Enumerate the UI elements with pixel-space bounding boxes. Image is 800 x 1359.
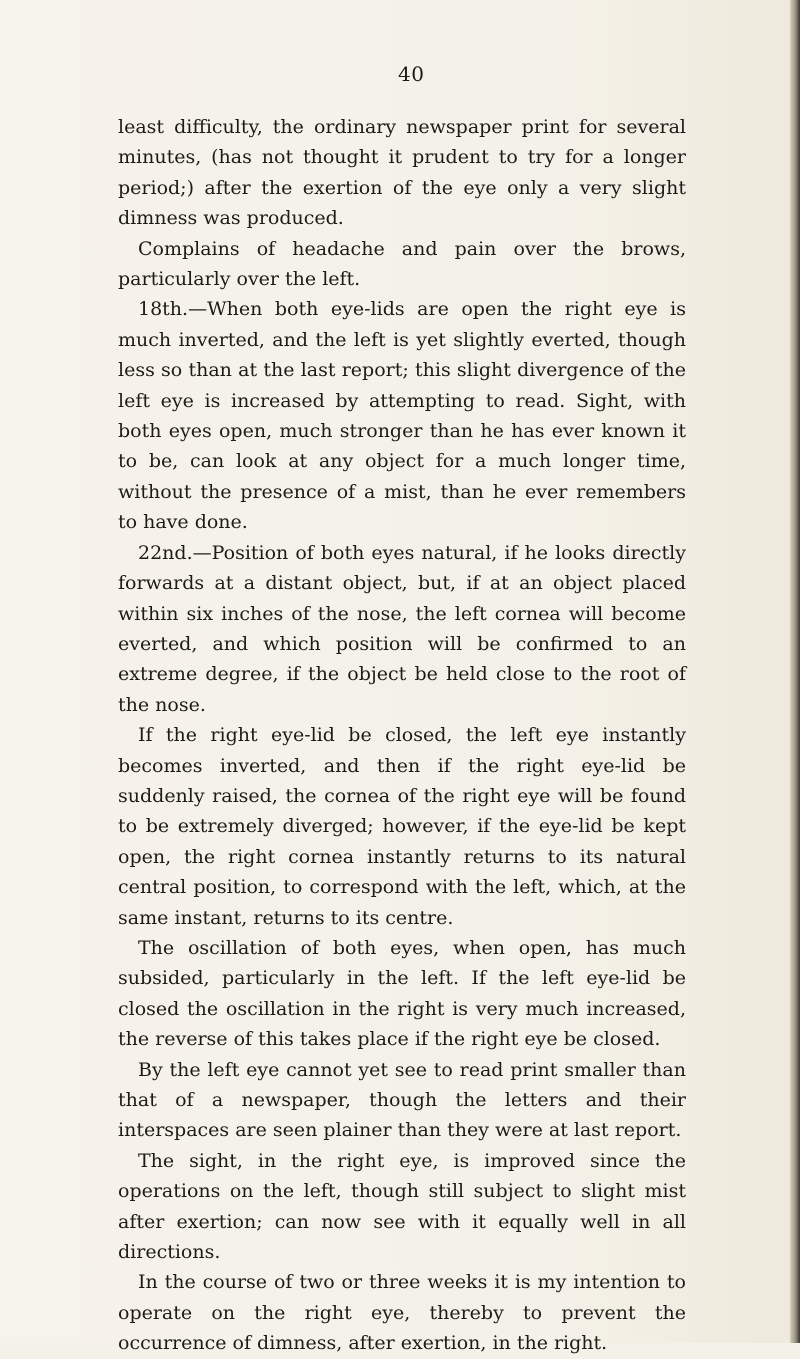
paragraph-intention: In the course of two or three weeks it is my intention to operate on the right eye, thereby to prevent the occurrence of dimness, after exertion, in the right. (118, 1271, 686, 1355)
paragraph-oscillation: The oscillation of both eyes, when open, has much subsided, particularly in the left. If the left eye-lid be closed the oscillation in the right is very much increased, the reverse of this takes place if the right eye be closed. (118, 936, 686, 1051)
paragraph-eyelid-closed: If the right eye-lid be closed, the left eye instantly becomes inverted, and then if the right eye-lid be suddenly raised, the cornea of the right eye will be found to be extremely diverged; however, if the eye-lid be kept open, the right cornea instantly returns to its natural central position, to correspond with the left, which, at the same instant, returns to its centre. (118, 724, 686, 929)
paragraph-right-eye-sight: The sight, in the right eye, is improved since the operations on the left, though still subject to slight mist after exertion; can now see with it equally well in all directions. (118, 1149, 686, 1264)
body-text (118, 112, 686, 1359)
paragraph-22nd: 22nd.—Position of both eyes natural, if he looks directly forwards at a distant object, but, if at an object placed within six inches of the nose, the left cornea will become everted, and which position will be confirmed to an extreme degree, if the object be held close to the root of the nose. (118, 541, 686, 716)
paragraph-continuation: least difficulty, the ordinary newspaper print for several minutes, (has not thought it prudent to try for a longer period;) after the exertion of the eye only a very slight dimness was produced. (118, 116, 686, 230)
page-edge-shadow (790, 0, 800, 1343)
paragraph-18th: 18th.—When both eye-lids are open the right eye is much inverted, and the left is yet slightly everted, though less so than at the last report; this slight divergence of the left eye is increased by attempting to read. Sight, with both eyes open, much stronger than he has ever known it to be, can look at any object for a much longer time, without the presence of a mist, than he ever remembers to have done. (118, 298, 686, 534)
paragraph-newspaper-print: By the left eye cannot yet see to read print smaller than that of a newspaper, though the letters and their interspaces are seen plainer than they were at last report. (118, 1058, 686, 1142)
paragraph-headache: Complains of headache and pain over the brows, particularly over the left. (118, 237, 686, 291)
page-number: 40 (398, 62, 425, 86)
